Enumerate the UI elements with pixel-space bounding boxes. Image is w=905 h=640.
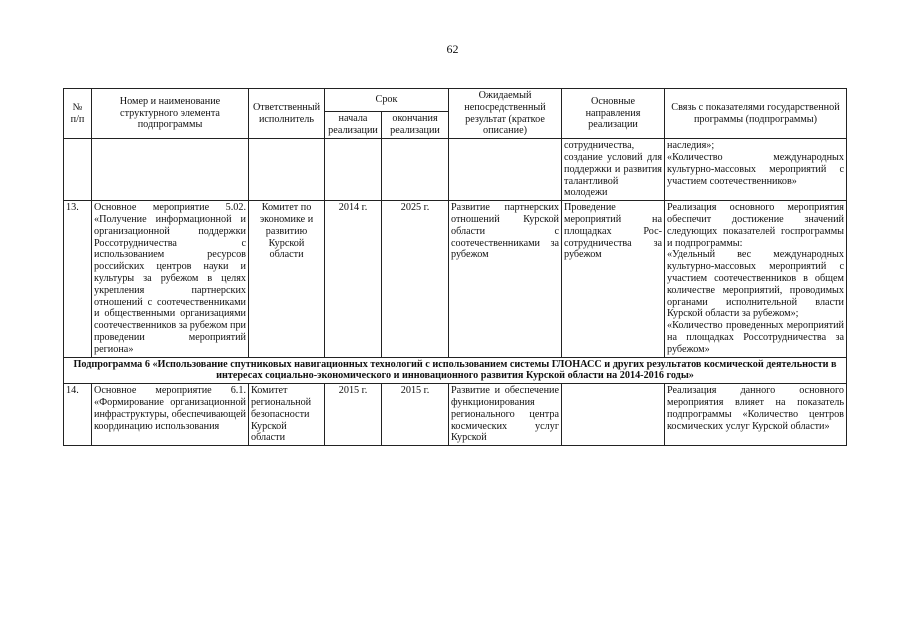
row-name: Основное мероприятие 6.1. «Формирование организационной инфраструктуры, обеспечивающей координацию использования — [92, 384, 249, 446]
row-start: 2014 г. — [325, 201, 382, 357]
header-directions: Основные направления реализации — [562, 89, 665, 139]
page-number: 62 — [446, 42, 459, 56]
row-responsible: Комитет региональной безопасности Курской области — [249, 384, 325, 446]
row-link: наследия»; «Количество международных культурно-массовых мероприятий с участием соотечественников» — [665, 139, 847, 201]
subprogram-row — [64, 357, 847, 384]
header-num: № п/п — [64, 89, 92, 139]
row-link: Реализация данного основного мероприятия влияет на показатель подпрограммы «Количество центров космических услуг Курской области» — [665, 384, 847, 446]
header-name: Номер и наименование структурного элемента подпрограммы — [92, 89, 249, 139]
row-name: Основное мероприятие 5.02. «Получение информационной и организационной поддержки Россотрудничества с использованием ресурсов российских центров науки и культуры за рубежом в целях укрепления партнерских отношений с соотечественниками и общественными организациями соотечественников за рубежом при проведении мероприятий региона» — [92, 201, 249, 357]
row-end: 2025 г. — [382, 201, 449, 357]
row-responsible — [249, 139, 325, 201]
row-start — [325, 139, 382, 201]
row-num: 14. — [64, 384, 92, 446]
row-num: 13. — [64, 201, 92, 357]
header-end: окончания реализации — [382, 112, 449, 139]
row-end — [382, 139, 449, 201]
row-start: 2015 г. — [325, 384, 382, 446]
row-result: Развитие партнерских отношений Курской области с соотечественниками за рубежом — [449, 201, 562, 357]
header-link: Связь с показателями государственной программы (подпрограммы) — [665, 89, 847, 139]
row-name — [92, 139, 249, 201]
row-responsible: Комитет по экономике и развитию Курской области — [249, 201, 325, 357]
header-responsible: Ответственный исполнитель — [249, 89, 325, 139]
program-table — [63, 88, 847, 446]
row-directions — [562, 384, 665, 446]
row-directions: Проведение мероприятий на площадках Рос-сотрудничества за рубежом — [562, 201, 665, 357]
header-result: Ожидаемый непосредственный результат (краткое описание) — [449, 89, 562, 139]
table-row — [64, 139, 847, 201]
table-row — [64, 384, 847, 446]
row-num — [64, 139, 92, 201]
row-result — [449, 139, 562, 201]
table-row — [64, 201, 847, 357]
row-directions: сотрудничества, создание условий для поддержки и развития талантливой молодежи — [562, 139, 665, 201]
header-row — [64, 89, 847, 112]
header-term: Срок — [325, 89, 449, 112]
header-start: начала реализации — [325, 112, 382, 139]
subprogram-title: Подпрограмма 6 «Использование спутниковых навигационных технологий с использованием системы ГЛОНАСС и других результатов космической деятельности в интересах социально-экономического и инновационного развития Курской области на 2014-2016 годы» — [64, 357, 847, 384]
row-end: 2015 г. — [382, 384, 449, 446]
row-link: Реализация основного мероприятия обеспечит достижение значений следующих показателей госпрограммы и подпрограммы: «Удельный вес международных культурно-массовых мероприятий с участием соотечественников в общем количестве мероприятий, проводимых органами исполнительной власти Курской области за рубежом»; «Количество проведенных мероприятий на площадках Россотрудничества за рубежом» — [665, 201, 847, 357]
row-result: Развитие и обеспечение функционирования регионального центра космических услуг Курской — [449, 384, 562, 446]
